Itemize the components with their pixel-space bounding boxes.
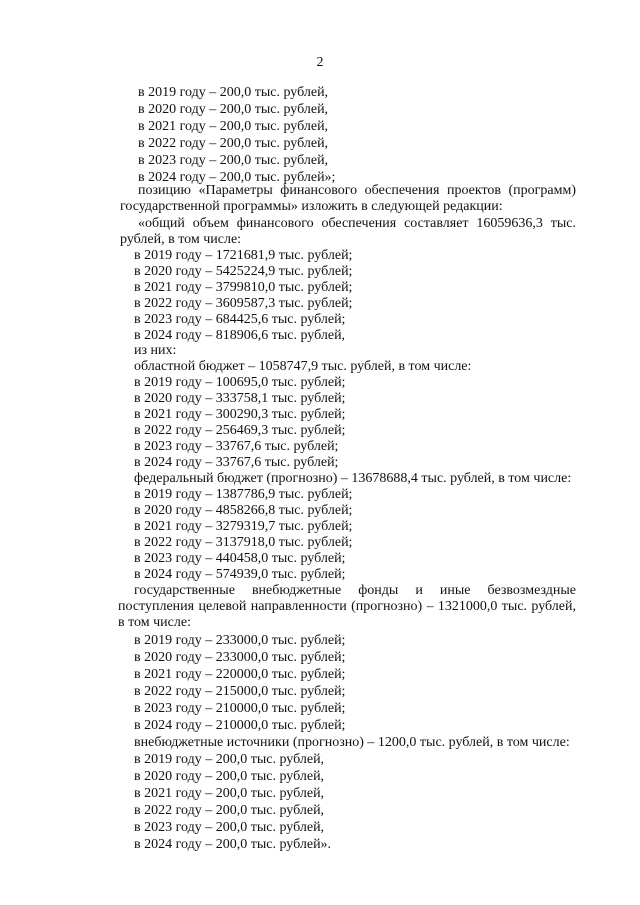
- year-line: в 2021 году – 300290,3 тыс. рублей;: [134, 407, 346, 422]
- year-line: в 2023 году – 440458,0 тыс. рублей;: [134, 551, 346, 566]
- year-line: в 2022 году – 200,0 тыс. рублей,: [138, 136, 329, 151]
- year-line: в 2023 году – 200,0 тыс. рублей,: [134, 820, 325, 835]
- year-line: в 2020 году – 233000,0 тыс. рублей;: [134, 650, 346, 665]
- year-line: в 2024 году – 210000,0 тыс. рублей;: [134, 718, 346, 733]
- year-line: в 2022 году – 3137918,0 тыс. рублей;: [134, 535, 353, 550]
- year-line: в 2024 году – 33767,6 тыс. рублей;: [134, 455, 339, 470]
- section-label: внебюджетные источники (прогнозно) – 1200,0 тыс. рублей, в том числе:: [134, 735, 570, 750]
- paragraph-line: в том числе:: [118, 615, 191, 630]
- section-label: областной бюджет – 1058747,9 тыс. рублей, в том числе:: [134, 359, 472, 374]
- year-line: в 2020 году – 4858266,8 тыс. рублей;: [134, 503, 353, 518]
- paragraph-line: государственной программы» изложить в следующей редакции:: [120, 199, 503, 214]
- year-line: в 2019 году – 233000,0 тыс. рублей;: [134, 633, 346, 648]
- year-line: в 2022 году – 3609587,3 тыс. рублей;: [134, 296, 353, 311]
- year-line: в 2023 году – 200,0 тыс. рублей,: [138, 153, 329, 168]
- year-line: в 2024 году – 574939,0 тыс. рублей;: [134, 567, 346, 582]
- year-line: в 2024 году – 818906,6 тыс. рублей,: [134, 328, 346, 343]
- page-number: 2: [316, 55, 324, 70]
- year-line: в 2020 году – 200,0 тыс. рублей,: [134, 769, 325, 784]
- section-label: из них:: [134, 343, 177, 358]
- year-line: в 2020 году – 200,0 тыс. рублей,: [138, 102, 329, 117]
- year-line: в 2022 году – 200,0 тыс. рублей,: [134, 803, 325, 818]
- year-line: в 2021 году – 200,0 тыс. рублей,: [138, 119, 329, 134]
- year-line: в 2020 году – 333758,1 тыс. рублей;: [134, 391, 346, 406]
- year-line: в 2023 году – 210000,0 тыс. рублей;: [134, 701, 346, 716]
- paragraph-line: «общий объем финансового обеспечения составляет 16059636,3 тыс.: [138, 216, 576, 231]
- year-line: в 2021 году – 3799810,0 тыс. рублей;: [134, 280, 353, 295]
- year-line: в 2021 году – 220000,0 тыс. рублей;: [134, 667, 346, 682]
- year-line: в 2023 году – 684425,6 тыс. рублей;: [134, 312, 346, 327]
- year-line: в 2022 году – 215000,0 тыс. рублей;: [134, 684, 346, 699]
- year-line: в 2020 году – 5425224,9 тыс. рублей;: [134, 264, 353, 279]
- year-line: в 2019 году – 200,0 тыс. рублей,: [134, 752, 325, 767]
- paragraph-line: поступления целевой направленности (прогнозно) – 1321000,0 тыс. рублей,: [118, 599, 576, 614]
- year-line-last: в 2024 году – 200,0 тыс. рублей»;: [138, 170, 336, 185]
- section-label: федеральный бюджет (прогнозно) – 13678688,4 тыс. рублей, в том числе:: [134, 471, 572, 486]
- year-line: в 2019 году – 100695,0 тыс. рублей;: [134, 375, 346, 390]
- year-line: в 2021 году – 3279319,7 тыс. рублей;: [134, 519, 353, 534]
- year-line: в 2023 году – 33767,6 тыс. рублей;: [134, 439, 339, 454]
- year-line: в 2019 году – 1387786,9 тыс. рублей;: [134, 487, 353, 502]
- year-line-last: в 2024 году – 200,0 тыс. рублей».: [134, 837, 332, 852]
- paragraph-line: рублей, в том числе:: [120, 232, 242, 247]
- paragraph-line: государственные внебюджетные фонды и иные безвозмездные: [134, 583, 576, 598]
- year-line: в 2021 году – 200,0 тыс. рублей,: [134, 786, 325, 801]
- paragraph-line: позицию «Параметры финансового обеспечения проектов (программ): [138, 183, 576, 198]
- year-line: в 2019 году – 200,0 тыс. рублей,: [138, 85, 329, 100]
- year-line: в 2019 году – 1721681,9 тыс. рублей;: [134, 248, 353, 263]
- year-line: в 2022 году – 256469,3 тыс. рублей;: [134, 423, 346, 438]
